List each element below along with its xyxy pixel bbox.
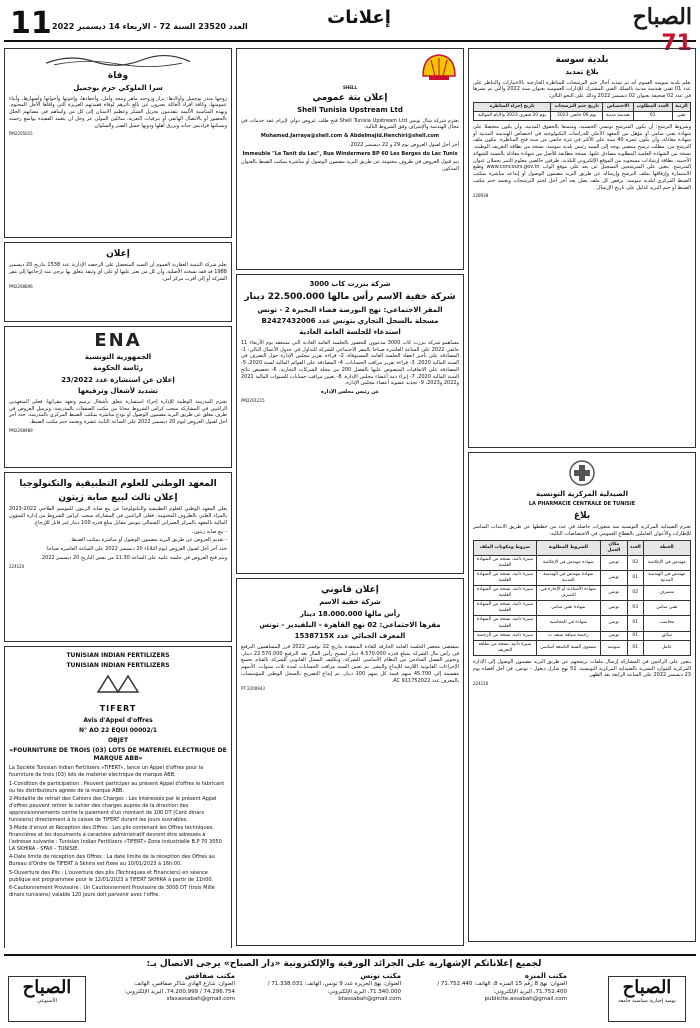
footer-logo-sub: يومية إخبارية سياسية جامعة [618, 998, 676, 1004]
ad-title: إعلان بتة عمومي [312, 93, 388, 104]
ad-title: الجمهورية التونسية [84, 353, 152, 361]
table-cell: سيرة ذاتية، نسخة من الرخصة [474, 631, 537, 640]
ad-subtitle: مسجلة بالسجل التجاري بتونس عدد B2427432006 [261, 317, 439, 326]
ad-title: شركة بنزرت كاب 3000 [309, 280, 391, 288]
table-header: شروط ومكونات الملف [474, 540, 537, 555]
ad-bizerte-cap [236, 274, 464, 574]
table-cell: تونس [600, 586, 627, 601]
table-header: مكان العمل [600, 540, 627, 555]
table-cell: 01 [627, 616, 643, 631]
ad-subtitle: إعلان ثالث لبيع صابة زيتون [58, 493, 178, 504]
table-row [474, 640, 691, 655]
ad-reference: PM2208989 [9, 427, 33, 433]
table-cell: شهادة مهندس في الإعلامية [536, 555, 600, 570]
ad-body: مساهمو شركة بنزرت كاب 3000 مدعوون للحضور بالجلسة العامة العادية التي ستنعقد يوم الأربعاء 11 جانفي 2022 على الساعة العاشرة صباحا بالمقر الاجتماعي للشركة للتداول في جدول الأعمال التالي: 1- المصادقة على تأخير انعقاد الجلسة العامة المستوفاة، 2- قراءة تقرير مجلس الإدارة حول التصرف في السنة المالية 2020، 3- قراءة تقرير مراقب الحسابات، 4- المصادقة على القوائم المالية لسنة 2020، 5- المصادقة على الاتفاقيات المنصوص عليها بالفصل 200 من مجلة الشركات التجارية، 6- تخصيص نتائج السنة المالية 2020، 7- إبراء ذمة أعضاء مجلس الإدارة، 8- تعيين مراقب حسابات للسنوات المالية 2021 و2022 و2023، 9- تجديد عضوية أعضاء مجلس الإدارة. [241, 339, 460, 387]
table-cell: 02 [627, 586, 643, 601]
table-cell: سيرة ذاتية، نسخة من بطاقة التعريف [474, 640, 537, 655]
table-cell: سوسة [600, 640, 627, 655]
footer-title: لجميع إعلاناتكم الإشهارية على الجرائد الورقية والإلكترونية «دار الصباح» يرجى الاتصال بـ: [146, 959, 542, 969]
office-title: مكتب صفاقس [184, 972, 235, 980]
table-cell: هندسة مدنية [603, 111, 633, 120]
ad-body: تعلم شركة التنمية العقارية العموم أن السيد المتحصل على الرخصة الإدارية عدد 1538 بتاريخ 20 ديسمبر 1988 قد فقد نسخته الأصلية، وأن كل من يعثر عليها أو على أي وثيقة تتعلق بها يرجى منه إرجاعها إلى مقر الشركة أو إلى أقرب مركز أمن. [9, 262, 227, 282]
table-cell: سيرة ذاتية، نسخة من الشهادة العلمية [474, 616, 537, 631]
table-cell: 01 [627, 631, 643, 640]
shell-contact-email: Mohamed.Jarraya@shell.com & Abdelmajid.Henchiri@shell.com [260, 133, 440, 140]
table-cell: 01 [627, 571, 643, 586]
ad-reference: PM2205015 [9, 131, 33, 137]
table-cell: سيرة ذاتية، نسخة من الشهادة العلمية [474, 555, 537, 570]
ad-subtitle: تشديد لأشغال وترقيعها [77, 387, 159, 396]
table-header: تاريخ إجراء المناظرة [474, 102, 551, 111]
page-number: 11 [10, 6, 52, 41]
ad-body: يتعين على الراغبين في المشاركة إرسال ملفات ترشحهم عن طريق البريد مضمون الوصول إلى الإدارة المركزية للموارد البشرية بالصيدلية المركزية التونسية، 51 نهج شارل ديغول - تونس، في أجل أقصاه يوم 23 ديسمبر 2022 على الساعة الرابعة بعد الظهر. [473, 658, 691, 679]
ad-subtitle-en: Shell Tunisia Upstream Ltd [297, 106, 403, 115]
ad-body: 1-Condition de participation : Peuvent participer au présent Appel d'offres le fabricant ou les distributeurs agréés de la marque ABB. [9, 780, 225, 794]
ad-subtitle: رئاسة الحكومة [93, 364, 143, 373]
ad-opening: ويتم فتح العروض في جلسة علنية على الساعة 11.30 من نفس التاريخ 20 ديسمبر 2022. [40, 554, 227, 561]
page-footer [4, 954, 696, 1024]
section-title: إعلانات [327, 7, 391, 28]
table-header: الخطة [643, 540, 690, 555]
ad-subtitle: شركة خفية الاسم [319, 598, 381, 607]
table-row [474, 601, 691, 616]
table-cell: سيرة ذاتية، نسخة من الشهادة العلمية [474, 601, 537, 616]
footer-logo-sub: الأسبوعي [37, 998, 57, 1004]
ad-deadline: آخر أجل لقبول العروض يوم 29 و 22 ديسمبر 2022. [349, 141, 459, 148]
table-cell: 03 [627, 601, 643, 616]
ad-shell [236, 48, 464, 270]
table-row [474, 555, 691, 570]
table-cell: تونس [600, 555, 627, 570]
issue-line: العدد 23520 السنة 72 - الاربعاء 14 ديسمبر 2022 [52, 22, 248, 31]
ad-title: TUNISIAN INDIAN FERTILIZERS [66, 652, 170, 659]
ad-title: بلدية سوسة [555, 55, 609, 65]
ad-body: 4-Date limite de réception des Offres : La date limite de la réception des Offres au Bureau d'Ordre de TIFERT à Skhira est fixée au 10/01/2023 à 16h:00. [9, 854, 215, 868]
ad-title: المعهد الوطني للعلوم التطبيقية والتكنولوجيا [19, 479, 217, 489]
table-cell: تونس [600, 601, 627, 616]
table-cell: 02 [627, 555, 643, 570]
ad-signature: عن رئيس مجلس الإدارة [320, 389, 380, 396]
ad-pharmacie-centrale [468, 452, 696, 942]
ad-body: 3-Mode d'envoi et Réception des Offres : Les plis contenant les Offres techniques, financières et les documents à caractère administratif devront être adressés à l'adresse suivante : Tunisian Indian Fertilizers «TIFERT» Zone industrielle B.P 70 3050 LA SKHIRA - SFAX - TUNISIE. [9, 825, 222, 852]
ad-subtitle: «FOURNITURE DE TROIS (03) LOTS DE MATERIEL ELECTRIQUE DE MARQUE ABB» [9, 747, 227, 763]
ad-reference: 224120 [9, 563, 25, 569]
ad-title: إعلان [106, 249, 130, 259]
table-cell: يوم 06 جانفي 2023 [551, 111, 603, 120]
table-cell: سائق [643, 631, 690, 640]
table-cell: سيرة ذاتية، نسخة من الشهادة العلمية [474, 586, 537, 601]
table-cell: مهندس في الإعلامية [643, 555, 690, 570]
table-row [474, 571, 691, 586]
ad-title: إعلان قانوني [321, 585, 379, 595]
office-details: العنوان: شارع الهادي شاكر صفاقس، الهاتف: 74.296.754 / 74.200.999، البريد الإلكتروني: sfaxassabah@gmail.com [124, 981, 235, 1003]
ad-obituary [4, 48, 232, 238]
table-row [474, 111, 691, 120]
ad-ena [4, 326, 232, 468]
office-title: مكتب المنزه [524, 972, 567, 980]
footer-logo-text: الصباح [22, 977, 72, 998]
ad-reference: PM2201215 [241, 397, 265, 403]
ad-sousse-municipality [468, 48, 696, 448]
ad-reference: 228938 [473, 193, 489, 199]
table-cell: متصرف [643, 586, 690, 601]
ad-tax-id: المعرف الجبائي عدد 1538715X [294, 632, 406, 641]
table-cell: يوم 20 فيفري 2023 والأيام الموالية [474, 111, 551, 120]
column-right [468, 48, 696, 948]
ad-title: وفاة [107, 71, 129, 81]
ad-capital-increase [236, 578, 464, 946]
ad-institute [4, 472, 232, 642]
ad-intro: تعلم بلدية سوسة العموم أنه تم تمديد آجال ختم الترشحات للمناظرة الخارجية بالاختبارات والتناظر على عدد 01 تقني هندسة مدنية بالسلك الفني المشترك للإدارات العمومية بعنوان سنة 2022 والتي تم نشرها في عدد 02 صحيفة بعنوان 02 ديسمبر 2022 وذلك على النحو التالي: [473, 79, 691, 100]
ad-intro: تعتزم شركة شال تونس Shell Tunisia Upstream Ltd فتح طلب عروض دولي لإبرام عقد خدمات في مجال الهندسة والإشراف وفق الشروط التالية: [241, 117, 459, 131]
table-row [474, 631, 691, 640]
ad-deadline: حدد آخر أجل لقبول العروض ليوم الثلاثاء 20 ديسمبر 2022 على الساعة العاشرة صباحا. [45, 546, 227, 553]
table-cell: رخصة سياقة صنف ب [536, 631, 600, 640]
logo-text: الصباح [632, 4, 692, 30]
table-cell: سيرة ذاتية، نسخة من الشهادة العلمية [474, 571, 537, 586]
pharmacy-title-ar: الصيدلية المركزية التونسية [536, 490, 628, 498]
ad-body: 2-Modalité de retrait des Cahiers des Charges : Les intéressés par le présent Appel d'offres peuvent retirer le cahier des charges auprès de la direction des approvisionnements contre le paiement d'un montant de 100 DT (Cent dinars tunisiens) directement à la caisse de TIFERT durant les jours ouvrables. [9, 796, 217, 823]
logo-number: 71 [661, 31, 692, 56]
pharmacy-title-fr: LA PHARMACIE CENTRALE DE TUNISIE [528, 501, 636, 508]
ad-subtitle: Avis d'Appel d'offres [83, 716, 153, 724]
ad-subtitle: شركة خفية الاسم رأس مالها 22.500.000 دينار [244, 292, 456, 303]
footer-office-tunis [266, 972, 401, 1004]
ad-subtitle: TUNISIAN INDIAN FERTILIZERS [66, 662, 170, 670]
ad-body: تعتزم المدرسة الوطنية للإدارة إجراء استشارة تتعلق بأشغال ترميم وتعهد مقراتها. فعلى المتعهدين الراغبين في المشاركة سحب كراس الشروط مجانا من مكتب الصفقات بالمدرسة، وترسل العروض في ظرف مغلق عن طريق البريد مضمون الوصول أو تودع مباشرة بمكتب الضبط المركزي بالمدرسة. حدد آخر أجل لقبول العروض ليوم 20 ديسمبر 2022 على الساعة الثانية عشرة ويعتمد ختم مكتب الضبط. [9, 398, 227, 425]
ad-capital: رأس مالها 18.000.000 دينار [299, 609, 401, 618]
office-details: العنوان: نهج الجزيرة عدد 9 تونس، الهاتف: 71.338.031 / 71.340.000، البريد الإلكتروني: btassabah@gmail.com [267, 981, 401, 1003]
ad-tifert [4, 646, 232, 948]
table-cell: شهادة الأستاذية أو الإجازة في التصرف [536, 586, 600, 601]
table-row [474, 586, 691, 601]
table-cell: شهادة تقني سامي [536, 601, 600, 616]
pharmacy-logo-icon [552, 458, 612, 488]
table-cell: 01 [627, 640, 643, 655]
table-cell: تقني سامي [643, 601, 690, 616]
tifert-logo-icon [88, 672, 148, 702]
shell-logo-word: SHELL [342, 84, 358, 90]
ad-subtitle: استدعاء للجلسة العامة العادية [299, 328, 401, 337]
table-cell: محاسب [643, 616, 690, 631]
table-cell: تونس [600, 616, 627, 631]
table-cell: عامل [643, 640, 690, 655]
ena-logo: ENA [94, 330, 142, 351]
ad-subtitle: N° AO 22 EQUI 00002/1 [78, 727, 157, 735]
footer-logo-text: الصباح [622, 977, 672, 998]
footer-office-sfax [100, 972, 235, 1004]
ad-notice [4, 242, 232, 322]
ad-body: La Société Tunisian Indian Fertilizers «TIFERT», lance un Appel d'offres pour la fourniture de trois (03) lots de matériel électrique de marque ABB. [9, 765, 204, 779]
ad-subtitle: بلاغ تمديد [565, 68, 599, 77]
table-cell: شهادة في المحاسبة [536, 616, 600, 631]
ad-subtitle: OBJET [107, 737, 129, 745]
ad-reference: 224116 [473, 681, 489, 687]
ad-subtitle: سرا الملوكي حرم بوجميل [73, 84, 163, 93]
ad-body: يعلن المعهد الوطني للعلوم التطبيقية والتكنولوجيا عن بيع صابة الزيتون للموسم الفلاحي 2022-2023 بالمزاد العلني بالظروف المختومة. فعلى الراغبين في المشاركة سحب كراس الشروط من إدارة الشؤون المالية بالمعهد بالمركز العمراني الشمالي بتونس مقابل مبلغ قدره 100 دينار غير قابل للإرجاع. [9, 506, 227, 526]
ad-reference: PT 2200943 [241, 686, 265, 692]
table-cell: 01 [633, 111, 672, 120]
table-header: الشروط المطلوبة [536, 540, 600, 555]
calligraphy-icon [28, 52, 208, 68]
shell-logo-icon [419, 52, 459, 82]
page-header [4, 4, 696, 56]
office-details: العنوان: نهج 8 رقم 15 المنزه 8، الهاتف: 71.752.440 / 71.752.400، البريد الإلكتروني: publicite.assabah@gmail.com [437, 981, 567, 1003]
ad-body: 6-Cautionnement Provisoire : Un Cautionnement Provisoire de 3000 DT (trois Mille dinars tunisiens) valable 120 jours doit parvenir avec l'offre. [9, 885, 215, 899]
ad-body: 5-Ouverture des Plis : L'ouverture des plis (Techniques et Financiers) en séance publique est programmée pour le 12/01/2023 à TIFERT SKHIRA à partir de 11h00. [9, 869, 214, 883]
ad-item: - تقديم العروض عن طريق البريد مضمون الوصول أو مباشرة بمكتب الضبط. [69, 537, 227, 544]
ad-address: مقرها الاجتماعي: 02 نهج القاهرة - البلفيدير - تونس [259, 621, 441, 630]
newspaper-logo [596, 4, 692, 56]
table-row [474, 616, 691, 631]
footer-logo-right [608, 976, 686, 1022]
table-cell: شهادة مهندس في الهندسة المدنية [536, 571, 600, 586]
shell-address: Immeuble "Le Tanit du Lac", Rue Windermere BP 60 Les Berges du Lac Tunis [242, 150, 458, 157]
table-header: الرتبة [672, 102, 690, 111]
ad-body: زوجها منذر بوجميل وأولادها: نزار وزوجته ماهر ومجد وأمل، وأحفادها، وإخوتها وأخواتها وأصهارها، وأبناء عمومتها، وكافة أفراد العائلة يعبرون عن بالغ تأثرهم لوفاة فقيدتهم العزيزة التي وافاها الأجل المحتوم. وبهذه المناسبة الأليمة يتقدمون بجزيل الشكر وعظيم الامتنان إلى كل من واساهم في مصابهم الجلل بالحضور أو بالاتصال الهاتفي أو ببرقيات التعزية، سائلين المولى عز وجل أن يتغمد الفقيدة بواسع رحمته ويسكنها فراديس جنانه ويرزق أهلها وذويها جميل الصبر والسلوان. [9, 95, 227, 129]
ad-footer-note: يتم قبول العروض في ظروف مختومة عن طريق البريد مضمون الوصول أو مباشرة بمكتب الضبط بالعنوان المذكور. [241, 159, 459, 173]
sousse-table [473, 102, 691, 121]
tifert-logo-word: TIFERT [99, 704, 137, 714]
pharmacy-table [473, 540, 691, 656]
table-cell: تونس [600, 631, 627, 640]
column-middle [236, 48, 464, 948]
table-header: العدد المطلوب [633, 102, 672, 111]
ad-body: وشروط الترشح: أن يكون المترشح تونسي الجنسية، ومتمتعا بالحقوق المدنية، وأن يكون متحصلا على شهادة تقني سامي أو مؤهل من المعهد الأعلى للدراسات التكنولوجية في اختصاص الهندسة المدنية أو شهادة معادلة، وأن يكون عمره 40 سنة على الأكثر في غرة جانفي من سنة فتح المناظرة. يتكون ملف الترشح من: مطلب ترشح ممضى يوجه إلى السيد رئيس بلدية سوسة، نسخة من بطاقة التعريف الوطنية، نسخة من الشهادة العلمية المطلوبة مصادق عليها، نسخة مطابقة للأصل من شهادة معادلة بالنسبة للشهائد الأجنبية، بطاقة إرشادات مسحوبة من الموقع الإلكتروني للبلدية، ظرفين خالصي معلوم التنبر يحملان عنوان المترشح. يتعين على المترشحين التسجيل عن بعد على موقع الواب www.concours.gov.tn وطبع الاستمارة وإرفاقها بملف الترشح وإرساله عن طريق البريد مضمون الوصول أو إيداعه مباشرة بمكتب الضبط المركزي لبلدية سوسة. يرفض كل ملف يصل بعد آخر أجل لختم الترشحات ويعتمد ختم مكتب الضبط أو ختم البريد كدليل على تاريخ الإرسال. [473, 123, 692, 191]
table-header: العدد [627, 540, 643, 555]
ad-subtitle: إعلان عن استشارة عدد 23/2022 [61, 375, 175, 384]
table-cell: مهندس في الهندسة المدنية [643, 571, 690, 586]
table-cell: تقني [672, 111, 690, 120]
footer-logo-left [8, 976, 86, 1022]
table-cell: تونس [600, 571, 627, 586]
ad-reference: PM2208896 [9, 284, 33, 290]
ad-intro: تعتزم الصيدلية المركزية التونسية سد شغورات حاصلة في عدد من خططها عن طريق الانتداب المباشر للإطارات والأعوان العاملين بالقطاع العمومي في الاختصاصات التالية: [473, 524, 691, 538]
ad-body: بمقتضى محضر الجلسة العامة الخارقة للعادة المنعقدة بتاريخ 22 نوفمبر 2022 قرر المساهمون الترفيع في رأس مال الشركة بمبلغ قدره 4.570.000 دينار ليصبح رأس المال بعد الترفيع 22.570.000 دينار، وتحوير الفصل السادس من النظام الأساسي للشركة، وتكليف الممثل القانوني للشركة بالقيام بجميع الإجراءات القانونية اللازمة للإيداع والنشر. تم تعيين السيد مراقب الحسابات لمدة ثلاث سنوات. الأسهم مقسمة إلى 45.700 سهم قيمة كل سهم 100 دينار. تم إيداع التصريح بالسجل الوطني للمؤسسات بالمعرف عدد AC 911752022. [241, 643, 460, 684]
ad-subtitle: المقر الاجتماعي: نهج البورصة فضاء البحيرة 2 - تونس [257, 305, 443, 314]
table-header: تاريخ ختم الترشحات [551, 102, 603, 111]
table-header: الاختصاص [603, 102, 633, 111]
column-left [4, 48, 232, 948]
office-title: مكتب تونس [360, 972, 401, 980]
footer-office-menzah [432, 972, 567, 1004]
table-cell: مستوى السنة التاسعة أساسي [536, 640, 600, 655]
ad-title: بلاغ [573, 511, 591, 522]
ad-item: - بيع صابة زيتون. [191, 528, 227, 535]
